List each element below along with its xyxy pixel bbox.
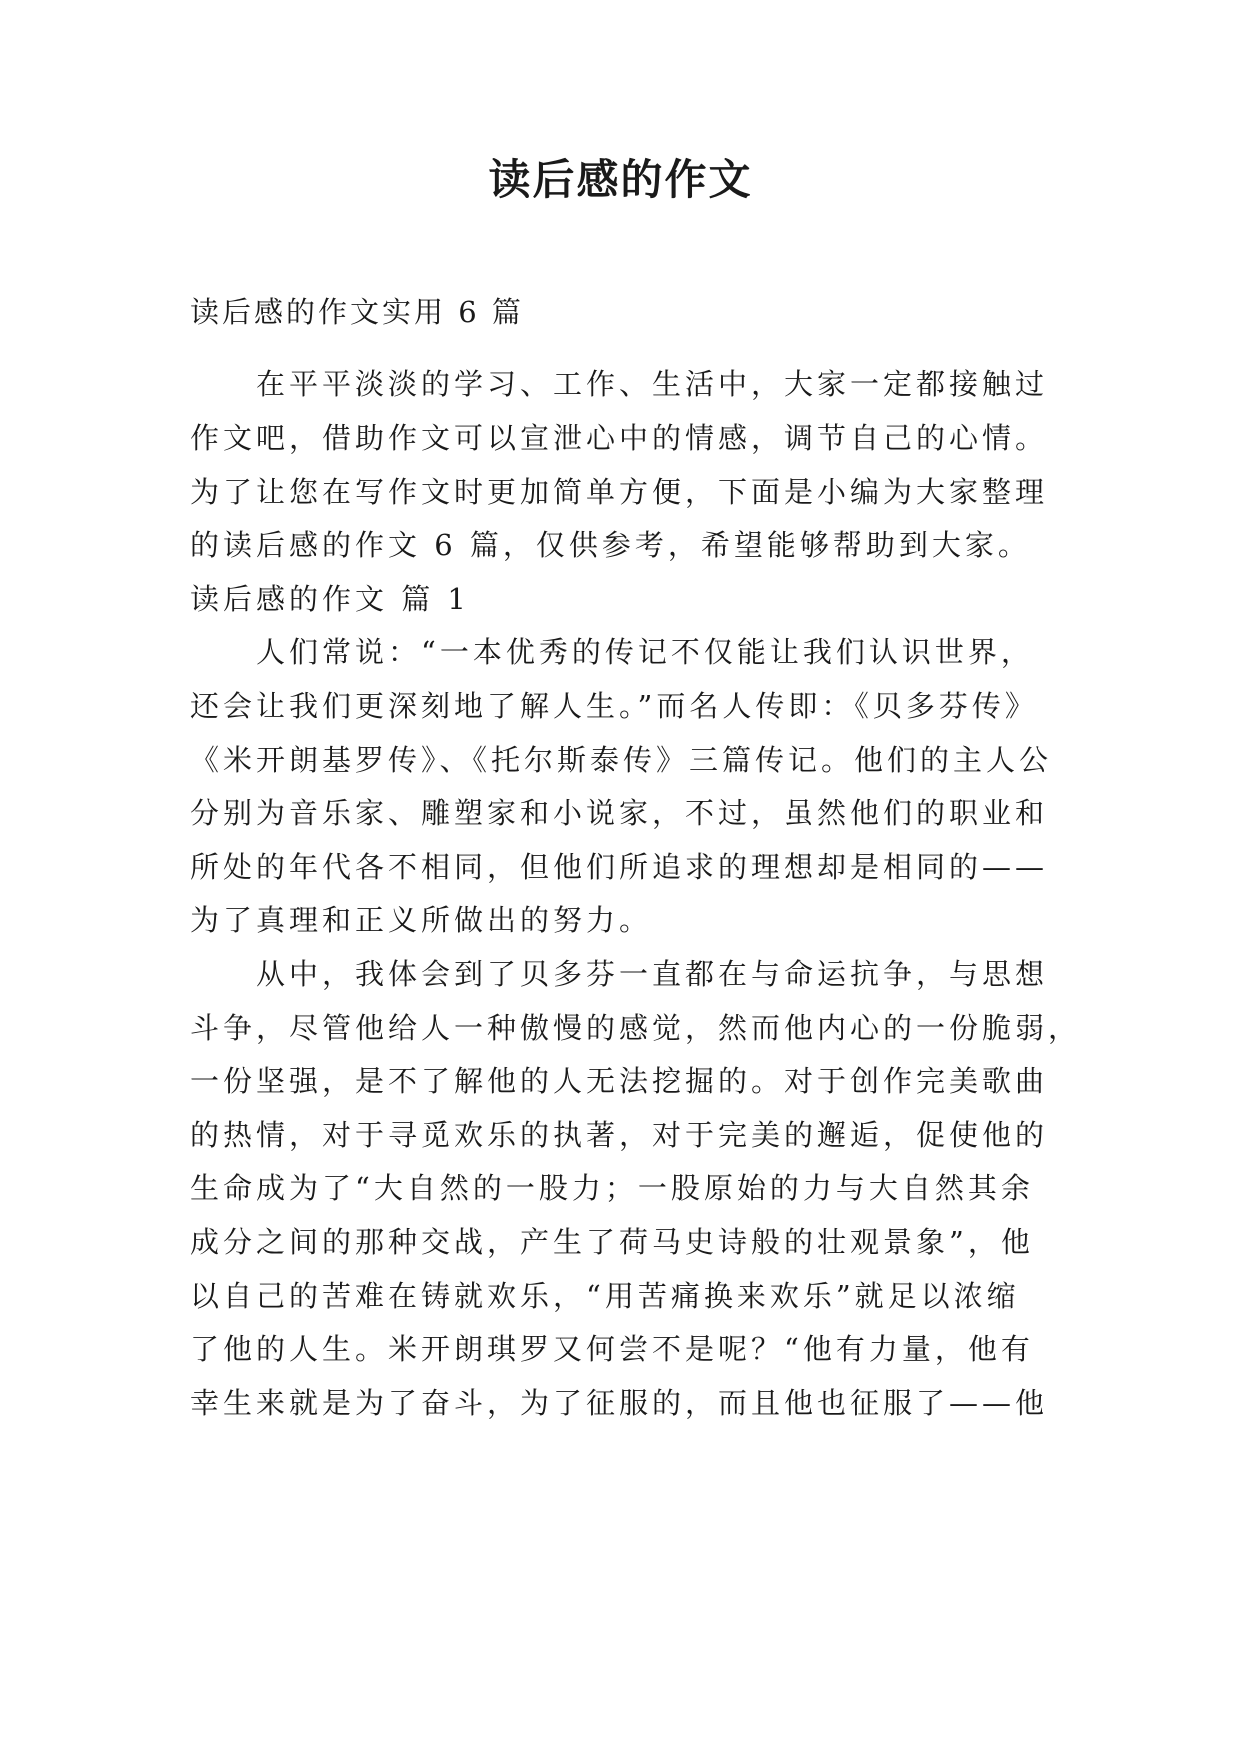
text-line: 幸生来就是为了奋斗，为了征服的，而且他也征服了——他 xyxy=(190,1386,1049,1420)
text-line: 的热情，对于寻觅欢乐的执著，对于完美的邂逅，促使他的 xyxy=(190,1118,1049,1152)
text-line: 为了让您在写作文时更加简单方便，下面是小编为大家整理 xyxy=(190,475,1049,509)
text-line: 的读后感的作文 6 篇，仅供参考，希望能够帮助到大家。 xyxy=(190,528,1031,562)
text-line: 作文吧，借助作文可以宣泄心中的情感，调节自己的心情。 xyxy=(190,421,1049,455)
text-line: 生命成为了“大自然的一股力；一股原始的力与大自然其余 xyxy=(190,1171,1034,1205)
text-line: 还会让我们更深刻地了解人生。”而名人传即：《贝多芬传》 xyxy=(190,689,1038,723)
text-line: 从中，我体会到了贝多芬一直都在与命运抗争，与思想 xyxy=(256,957,1049,991)
section-heading: 读后感的作文 篇 1 xyxy=(190,582,470,616)
text-line: 所处的年代各不相同，但他们所追求的理想却是相同的—— xyxy=(190,850,1049,884)
text-line: 了他的人生。米开朗琪罗又何尝不是呢？“他有力量，他有 xyxy=(190,1332,1034,1366)
text-line: 一份坚强，是不了解他的人无法挖掘的。对于创作完美歌曲 xyxy=(190,1064,1049,1098)
text-line: 《米开朗基罗传》、《托尔斯泰传》三篇传记。他们的主人公 xyxy=(190,743,1053,777)
document-title: 读后感的作文 xyxy=(488,155,753,204)
text-line: 分别为音乐家、雕塑家和小说家，不过，虽然他们的职业和 xyxy=(190,796,1049,830)
text-line: 在平平淡淡的学习、工作、生活中，大家一定都接触过 xyxy=(256,367,1049,401)
text-line: 为了真理和正义所做出的努力。 xyxy=(190,903,653,937)
text-line: 以自己的苦难在铸就欢乐，“用苦痛换来欢乐”就足以浓缩 xyxy=(190,1279,1020,1313)
text-line: 人们常说：“一本优秀的传记不仅能让我们认识世界， xyxy=(256,635,1034,669)
document-subtitle: 读后感的作文实用 6 篇 xyxy=(190,295,524,329)
text-line: 斗争，尽管他给人一种傲慢的感觉，然而他内心的一份脆弱， xyxy=(190,1011,1082,1045)
text-line: 成分之间的那种交战，产生了荷马史诗般的壮观景象”，他 xyxy=(190,1225,1034,1259)
